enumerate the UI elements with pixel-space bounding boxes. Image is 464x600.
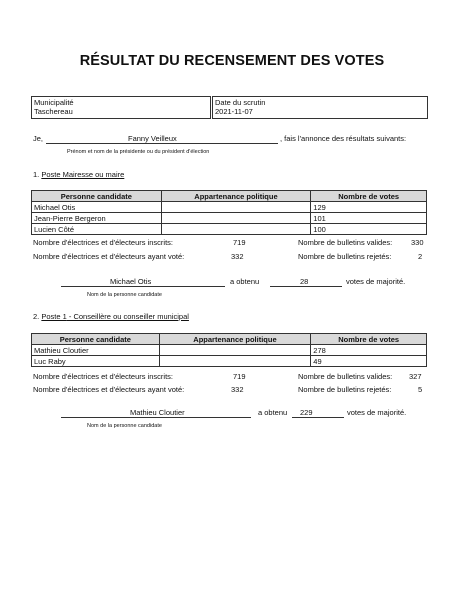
candidate-party (159, 356, 311, 367)
winner-name: Michael Otis (110, 277, 152, 286)
winner-caption: Nom de la personne candidate (87, 292, 162, 298)
candidate-name: Mathieu Cloutier (32, 345, 160, 356)
ayant-vote-value: 332 (231, 252, 244, 261)
inscrits-label: Nombre d'électrices et d'électeurs inscrits: (33, 372, 173, 381)
municipality-value: Taschereau (34, 107, 73, 116)
candidate-name: Lucien Côté (32, 224, 162, 235)
table-row (32, 224, 427, 235)
declaration-name: Fanny Veilleux (128, 134, 177, 143)
winner-line (61, 286, 225, 287)
candidate-votes: 49 (311, 356, 427, 367)
candidate-party (161, 202, 311, 213)
rejetes-label: Nombre de bulletins rejetés: (298, 385, 392, 394)
majority-line (270, 286, 342, 287)
municipality-box (31, 96, 211, 119)
majority-votes: 229 (300, 408, 313, 417)
declaration-caption: Prénom et nom de la présidente ou du président d'élection (67, 149, 210, 155)
winner-name: Mathieu Cloutier (130, 408, 185, 417)
candidate-votes: 100 (311, 224, 427, 235)
candidate-name: Michael Otis (32, 202, 162, 213)
date-label: Date du scrutin (215, 98, 266, 107)
municipality-label: Municipalité (34, 98, 74, 107)
majority-votes: 28 (300, 277, 309, 286)
column-header-party: Appartenance politique (159, 334, 311, 345)
inscrits-label: Nombre d'électrices et d'électeurs inscrits: (33, 238, 173, 247)
majority-suffix: votes de majorité. (346, 277, 406, 286)
winner-line (61, 417, 251, 418)
majority-suffix: votes de majorité. (347, 408, 407, 417)
table-row (32, 345, 427, 356)
table-header-row (32, 191, 427, 202)
declaration-prefix: Je, (33, 134, 44, 143)
valides-label: Nombre de bulletins valides: (298, 238, 393, 247)
candidate-name: Luc Raby (32, 356, 160, 367)
inscrits-value: 719 (233, 372, 246, 381)
candidate-votes: 129 (311, 202, 427, 213)
obtained-label: a obtenu (258, 408, 288, 417)
valides-label: Nombre de bulletins valides: (298, 372, 393, 381)
inscrits-value: 719 (233, 238, 246, 247)
candidate-name: Jean-Pierre Bergeron (32, 213, 162, 224)
page-title: RÉSULTAT DU RECENSEMENT DES VOTES (79, 53, 385, 69)
column-header-party: Appartenance politique (161, 191, 311, 202)
rejetes-label: Nombre de bulletins rejetés: (298, 252, 392, 261)
column-header-votes: Nombre de votes (311, 191, 427, 202)
valides-value: 330 (411, 238, 424, 247)
section-1-title: Poste Mairesse ou maire (41, 170, 125, 179)
table-row (32, 213, 427, 224)
candidate-party (161, 213, 311, 224)
majority-line (292, 417, 344, 418)
table-header-row (32, 334, 427, 345)
column-header-candidate: Personne candidate (32, 334, 160, 345)
ayant-vote-value: 332 (231, 385, 244, 394)
candidate-party (161, 224, 311, 235)
ayant-vote-label: Nombre d'électrices et d'électeurs ayant voté: (33, 385, 185, 394)
table-row (32, 202, 427, 213)
valides-value: 327 (409, 372, 422, 381)
section-2-title: Poste 1 - Conseillère ou conseiller municipal (41, 312, 189, 321)
section-1-table (31, 190, 427, 235)
section-2-number: 2. (33, 312, 40, 321)
candidate-votes: 278 (311, 345, 427, 356)
ayant-vote-label: Nombre d'électrices et d'électeurs ayant voté: (33, 252, 185, 261)
rejetes-value: 2 (418, 252, 423, 261)
section-2-table (31, 333, 427, 367)
section-1-number: 1. (33, 170, 40, 179)
obtained-label: a obtenu (230, 277, 260, 286)
section-1-heading (33, 170, 124, 179)
date-value: 2021-11-07 (215, 107, 253, 116)
date-box (212, 96, 428, 119)
table-row (32, 356, 427, 367)
section-2-heading (33, 312, 189, 321)
column-header-candidate: Personne candidate (32, 191, 162, 202)
candidate-party (159, 345, 311, 356)
rejetes-value: 5 (418, 385, 423, 394)
winner-caption: Nom de la personne candidate (87, 423, 162, 429)
column-header-votes: Nombre de votes (311, 334, 427, 345)
candidate-votes: 101 (311, 213, 427, 224)
declaration-suffix: , fais l'annonce des résultats suivants: (280, 134, 407, 143)
declaration-name-line (46, 143, 278, 144)
